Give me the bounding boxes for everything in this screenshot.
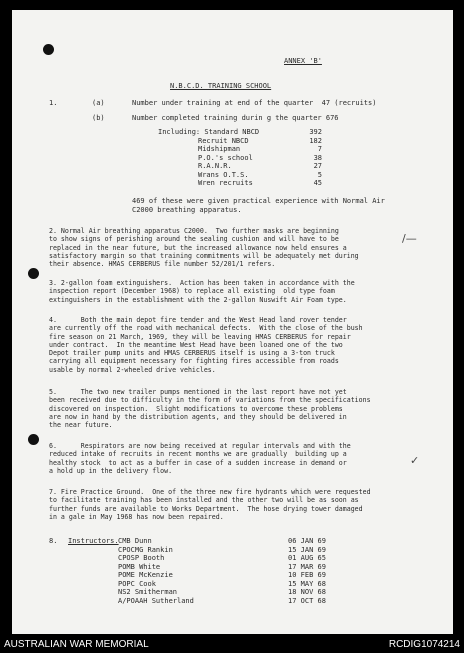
paragraph-2: 2. Normal Air breathing apparatus C2000. Two further masks are beginning to show signs of perishing around the sealing cushion and will have to be replaced in the near future, but the increased allowance now held ensures a satisfactory margin so that training commitments will be adequately met during their absence. HMAS CERBERUS file number 52/201/1 refers. (49, 227, 359, 269)
punch-hole (28, 434, 39, 445)
document-page (12, 10, 453, 634)
item-a-label: (a) (92, 99, 105, 107)
training-breakdown-table (158, 128, 322, 188)
paragraph-3: 3. 2-gallon foam extinguishers. Action has been taken in accordance with the inspection report (December 1968) to replace all existing old type foam extinguishers in the establishment with the 2-gallon Nuswift Air Foam type. (49, 279, 355, 304)
item-b-text: Number completed training durin g the quarter 676 (132, 114, 339, 122)
table-row: POME McKenzie 10 FEB 69 (118, 571, 326, 579)
paragraph-5: 5. The two new trailer pumps mentioned in the last report have not yet been received due to difficulty in the form of variations from the specifications discovered on inspection. Slight modifications to overcome these problems are now in hand by the distribution agents, and they should be delivered in the near future. (49, 388, 371, 430)
paragraph-6: 6. Respirators are now being received at regular intervals and with the reduced intake of recruits in recent months we are gradually building up a healthy stock to act as a buffer in case of a sudden increase in demand or a hold up in the delivery flow. (49, 442, 351, 475)
paragraph-7: 7. Fire Practice Ground. One of the three new fire hydrants which were requested to facilitate training has been installed and the other two will be as soon as further funds are available to Works Department. The hose drying tower damaged in a gale in May 1968 has now been repaired. (49, 488, 371, 521)
annex-label: ANNEX 'B' (284, 57, 322, 65)
table-row: A/POAAH Sutherland 17 OCT 68 (118, 596, 326, 605)
margin-tick-mark: /— (402, 232, 417, 245)
table-row: POMB White 17 MAR 69 (118, 562, 326, 571)
item-b-label: (b) (92, 114, 105, 122)
punch-hole (28, 268, 39, 279)
table-row: CPOCMG Rankin 15 JAN 69 (118, 545, 326, 554)
table-row: Wrans O.T.S. 5 (198, 170, 322, 179)
table-row: Recruit NBCD 182 (198, 136, 322, 145)
item-a-text: Number under training at end of the quarter 47 (recruits) (132, 99, 377, 107)
table-row: Including: Standard NBCD 392 (158, 128, 322, 136)
archive-footer (0, 636, 464, 653)
table-row: R.A.N.R. 27 (198, 162, 322, 170)
table-row: NS2 Smitherman 18 NOV 68 (118, 588, 326, 596)
table-row: POPC Cook 15 MAY 68 (118, 579, 326, 588)
margin-tick-mark: ✓ (410, 454, 420, 467)
section-8-heading: Instructors. (68, 537, 119, 545)
instructors-table (118, 537, 326, 605)
table-row: Wren recruits 45 (198, 179, 322, 187)
paragraph-4: 4. Both the main depot fire tender and the West Head land rover tender are currently off the road with mechanical defects. With the close of the bush fire season on 21 March, 1969, they will be leaving HMAS CERBERUS for repair under contract. In the meantime West Head have been loaned one of the two Depot trailer pump units and HMAS CERBERUS itself is using a 3-ton truck carrying all equipment necessary for fighting fires accessible from roads usable by normal 2-wheeled drive vehicles. (49, 316, 363, 374)
record-id: RCDIG1074214 (388, 639, 460, 650)
document-title: N.B.C.D. TRAINING SCHOOL (170, 82, 272, 90)
section-1-note: 469 of these were given practical experience with Normal Air C2000 breathing apparatus. (132, 197, 385, 214)
section-8-number: 8. (49, 537, 58, 545)
section-1-number: 1. (49, 99, 58, 107)
archive-name: AUSTRALIAN WAR MEMORIAL (4, 639, 149, 650)
punch-hole (43, 44, 54, 55)
table-row: Midshipman 7 (198, 145, 322, 153)
table-row: CPOSP Booth 01 AUG 65 (118, 554, 326, 562)
table-row: P.O.'s school 38 (198, 153, 322, 162)
table-row: CMB Dunn 06 JAN 69 (118, 537, 326, 545)
